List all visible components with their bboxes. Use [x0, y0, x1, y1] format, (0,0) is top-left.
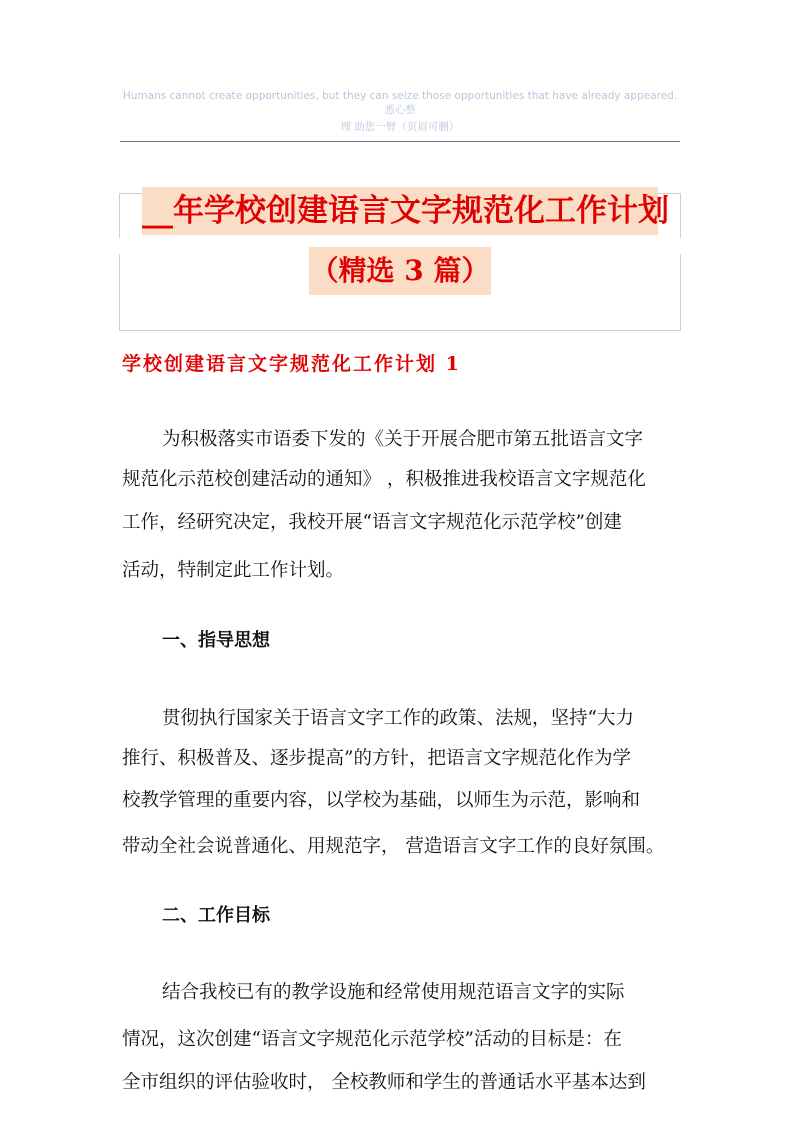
paragraph-line: 贯彻执行国家关于语言文字工作的政策、法规，坚持“大力 — [162, 708, 634, 729]
paragraph-line: 结合我校已有的教学设施和经常使用规范语言文字的实际 — [162, 982, 625, 1003]
paragraph-line: 全市组织的评估验收时， 全校教师和学生的普通话水平基本达到 — [122, 1072, 646, 1093]
document-subtitle: （精选 3 篇） — [309, 247, 491, 295]
paragraph-line: 规范化示范校创建活动的通知》 ，积极推进我校语言文字规范化 — [122, 469, 646, 490]
paragraph-line: 带动全社会说普通化、用规范字， 营造语言文字工作的良好氛围。 — [122, 836, 665, 857]
paragraph-line: 情况，这次创建“语言文字规范化示范学校”活动的目标是：在 — [122, 1029, 622, 1050]
paragraph-line: 活动，特制定此工作计划。 — [122, 560, 345, 581]
paragraph-line: 工作，经研究决定，我校开展“语言文字规范化示范学校”创建 — [122, 512, 622, 533]
header-divider — [120, 141, 680, 142]
header-quote: Humans cannot create opportunities, but they can seize those opportunities that have already appeared.悉心整 — [122, 90, 678, 116]
paragraph-line: 为积极落实市语委下发的《关于开展合肥市第五批语言文字 — [162, 429, 644, 450]
paragraph-line: 推行、积极普及、逐步提高”的方针，把语言文字规范化作为学 — [122, 748, 631, 769]
header-note: 理 助您一臂（页眉可删） — [340, 121, 460, 133]
paragraph-line: 校教学管理的重要内容，以学校为基础，以师生为示范，影响和 — [122, 790, 641, 811]
heading-work-goals: 二、工作目标 — [162, 905, 270, 926]
section-title: 学校创建语言文字规范化工作计划 1 — [122, 353, 461, 375]
heading-guiding-thought: 一、指导思想 — [162, 630, 270, 651]
document-title: __年学校创建语言文字规范化工作计划 — [142, 187, 658, 235]
